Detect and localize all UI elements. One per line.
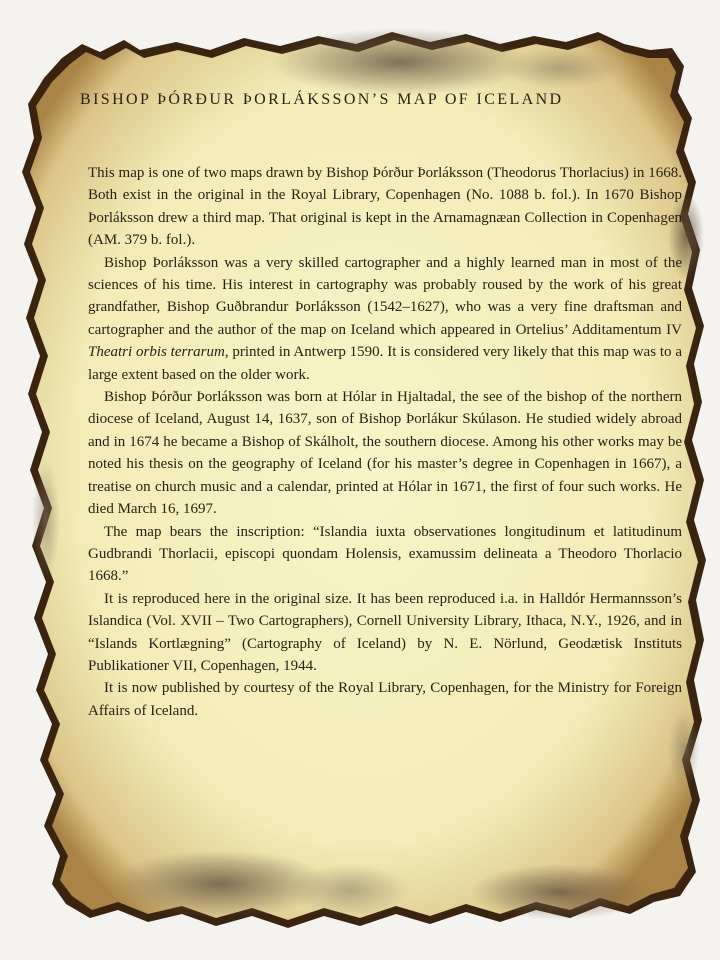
scorch-top-right xyxy=(500,48,620,88)
paragraph-6 xyxy=(88,677,682,722)
paragraph-1 xyxy=(88,162,682,252)
paragraph-text: The map bears the inscription: “Islandia iuxta observationes longitudinum et latitudinum Gudbrandi Thorlacii, episcopi quondam Holensis, examussim delineata a Theodoro Thorlacio 1668.” xyxy=(88,523,682,585)
paragraph-text: It is reproduced here in the original size. It has been reproduced i.a. in Halldór Hermannsson’s Islandica (Vol. XVII – Two Cartographers), Cornell University Library, Ithaca, N.Y., 1926, and in “Islands Kortlægning” (Cartography of Iceland) by N. E. Nörlund, Geodætisk Instituts Publikationer VII, Copenhagen, 1944. xyxy=(88,590,682,674)
document-body xyxy=(88,162,682,722)
scorch-left-mid xyxy=(32,460,60,580)
paragraph-4 xyxy=(88,521,682,588)
paragraph-5 xyxy=(88,588,682,678)
paragraph-text: , printed in Antwerp 1590. It is considered very likely that this map was to a large extent based on the older work. xyxy=(88,344,682,383)
paragraph-text: It is now published by courtesy of the Royal Library, Copenhagen, for the Ministry for Foreign Affairs of Iceland. xyxy=(88,680,682,719)
italic-title: Theatri orbis terrarum xyxy=(88,344,225,361)
paragraph-text: This map is one of two maps drawn by Bishop Þórður Þorláksson (Theodorus Thorlacius) in 1668. Both exist in the original in the Royal Library, Copenhagen (No. 1088 b. fol.). In 1670 Bishop Þorláksson drew a third map. That original is kept in the Arnamagnæan Collection in Copenhagen (AM. 379 b. fol.). xyxy=(88,165,682,249)
paragraph-text: Bishop Þórður Þorláksson was born at Hólar in Hjaltadal, the see of the bishop of the northern diocese of Iceland, August 14, 1637, son of Bishop Þorlákur Skúlason. He studied widely abroad and in 1674 he became a Bishop of Skálholt, the southern diocese. Among his other works may be noted his thesis on the geography of Iceland (for his master’s degree in Copenhagen in 1667), a treatise on church music and a calendar, printed at Hólar in 1671, the first of four such works. He died March 16, 1697. xyxy=(88,389,682,518)
paragraph-text: Bishop Þorláksson was a very skilled cartographer and a highly learned man in most of the sciences of his time. His interest in cartography was probably roused by the work of his great grandfather, Bishop Guðbrandur Þorláksson (1542–1627), who was a very fine draftsman and cartographer and the author of the map on Iceland which appeared in Ortelius’ Additamentum IV xyxy=(88,254,682,338)
document-title: BISHOP ÞÓRÐUR ÞORLÁKSSON’S MAP OF ICELAND xyxy=(80,91,564,108)
scorch-top xyxy=(270,28,530,96)
paragraph-2 xyxy=(88,252,682,386)
scorch-bottom-right xyxy=(470,864,650,920)
paragraph-3 xyxy=(88,386,682,520)
scorch-bottom-mid xyxy=(290,864,410,916)
